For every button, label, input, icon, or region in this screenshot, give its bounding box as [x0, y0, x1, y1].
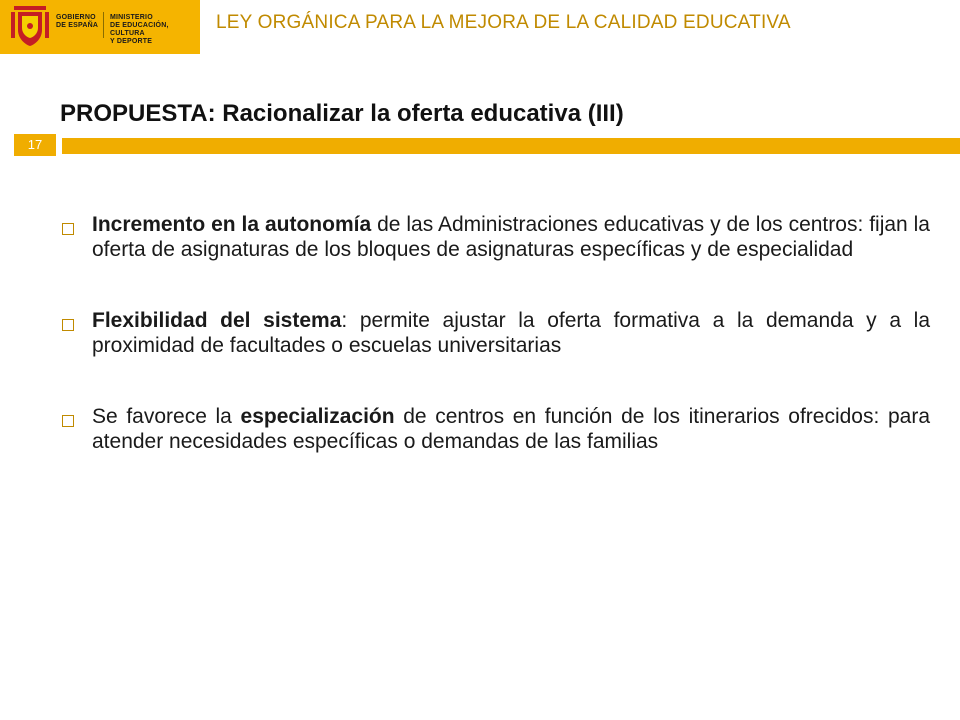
- coat-of-arms-icon: [10, 4, 50, 48]
- bullet-emphasis: Incremento en la autonomía: [92, 213, 372, 236]
- bullet-list: [60, 212, 930, 500]
- bullet-emphasis: especialización: [240, 405, 395, 428]
- logo-ministry-text: MINISTERIO DE EDUCACIÓN, CULTURA Y DEPORTE: [110, 14, 169, 45]
- bullet-emphasis: Flexibilidad del sistema: [92, 309, 342, 332]
- page-number: 17: [14, 134, 56, 156]
- bullet-text-run: de las Administraciones educativas y de los centros: fijan la oferta de asignaturas de los bloques de asignaturas específicas y de especialidad: [92, 213, 930, 261]
- bullet-text: [92, 212, 930, 262]
- square-bullet-icon: [62, 223, 74, 235]
- ministry-logo: [0, 0, 200, 54]
- bullet-text: [92, 308, 930, 358]
- square-bullet-icon: [62, 415, 74, 427]
- slide-title: PROPUESTA: Racionalizar la oferta educativa (III): [60, 100, 624, 127]
- bullet-item: [60, 404, 930, 454]
- bullet-text-run: : permite ajustar la oferta formativa a la demanda y a la proximidad de facultades o escuelas universitarias: [92, 309, 930, 357]
- bullet-text-run: Se favorece la: [92, 405, 241, 428]
- bullet-item: [60, 212, 930, 262]
- logo-divider: [103, 12, 104, 38]
- title-rule: [62, 138, 960, 154]
- square-bullet-icon: [62, 319, 74, 331]
- logo-government-text: GOBIERNO DE ESPAÑA: [56, 14, 99, 29]
- bullet-text-run: de centros en función de los itinerarios ofrecidos: para atender necesidades específicas o demandas de las familias: [92, 405, 930, 453]
- bullet-text: [92, 404, 930, 454]
- bullet-item: [60, 308, 930, 358]
- header-title: LEY ORGÁNICA PARA LA MEJORA DE LA CALIDAD EDUCATIVA: [216, 12, 791, 33]
